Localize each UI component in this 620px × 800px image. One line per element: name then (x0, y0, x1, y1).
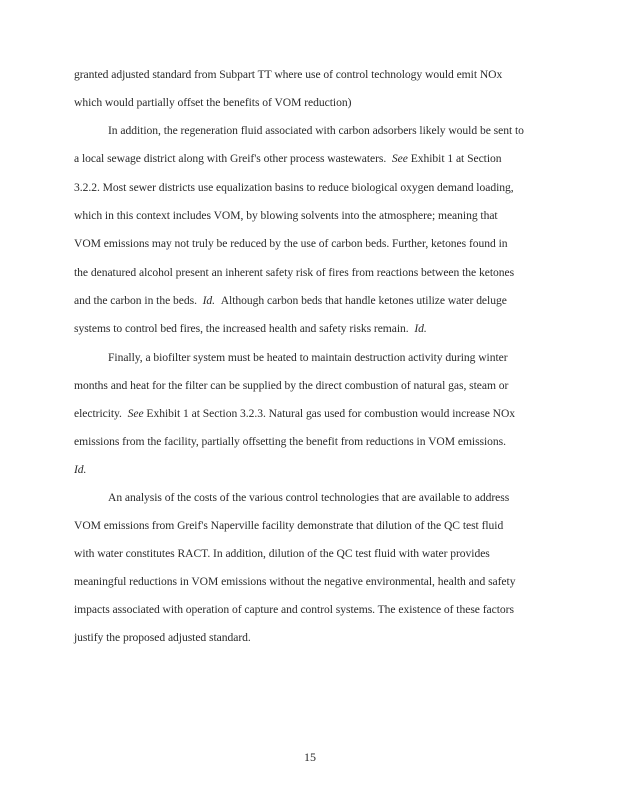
text-line (74, 68, 502, 82)
text-line (108, 351, 508, 365)
line-text: An analysis of the costs of the various control technologies that are available to address (108, 491, 510, 504)
text-line (74, 435, 506, 449)
text-line (74, 631, 251, 645)
text-line (74, 547, 490, 561)
text-line (74, 379, 508, 393)
line-text: VOM emissions may not truly be reduced by the use of carbon beds. Further, ketones found in (74, 237, 508, 250)
line-text: granted adjusted standard from Subpart TT where use of control technology would emit NOx (74, 68, 503, 81)
line-text: justify the proposed adjusted standard. (74, 631, 251, 644)
line-text: with water constitutes RACT. In addition, dilution of the QC test fluid with water provides (74, 547, 490, 560)
line-text: months and heat for the filter can be supplied by the direct combustion of natural gas, steam or (74, 379, 509, 392)
line-text: impacts associated with operation of capture and control systems. The existence of these factors (74, 603, 514, 616)
line-text: meaningful reductions in VOM emissions without the negative environmental, health and safety (74, 575, 516, 588)
text-line (74, 407, 515, 421)
line-text: Although carbon beds that handle ketones utilize water deluge (220, 294, 507, 307)
text-line (74, 322, 427, 336)
text-line (74, 96, 351, 110)
text-line (74, 181, 514, 195)
line-text: Exhibit 1 at Section 3.2.3. Natural gas used for combustion would increase NOx (146, 407, 516, 420)
text-line (108, 491, 509, 505)
line-text: emissions from the facility, partially offsetting the benefit from reductions in VOM emissions. (74, 435, 506, 448)
citation-id: Id. (74, 463, 87, 476)
line-text: electricity. (74, 407, 122, 420)
line-text: a local sewage district along with Greif's other process wastewaters. (74, 152, 387, 165)
line-text: systems to control bed fires, the increased health and safety risks remain. (74, 322, 409, 335)
citation-signal: See (127, 407, 144, 420)
line-text: In addition, the regeneration fluid associated with carbon adsorbers likely would be sent to (108, 124, 524, 137)
line-text: 3.2.2. Most sewer districts use equalization basins to reduce biological oxygen demand loading, (74, 181, 514, 194)
text-line (74, 603, 514, 617)
text-line (74, 294, 507, 308)
line-text: VOM emissions from Greif's Naperville facility demonstrate that dilution of the QC test fluid (74, 519, 504, 532)
citation-signal: See (391, 152, 408, 165)
line-text: and the carbon in the beds. (74, 294, 197, 307)
text-line (74, 152, 502, 166)
line-text: Exhibit 1 at Section (410, 152, 502, 165)
text-line (74, 575, 515, 589)
text-line (74, 209, 498, 223)
citation-id: Id. (202, 294, 216, 307)
line-text: Finally, a biofilter system must be heated to maintain destruction activity during winter (108, 351, 508, 364)
line-text: the denatured alcohol present an inherent safety risk of fires from reactions between the ketones (74, 266, 515, 279)
page-number: 15 (304, 750, 316, 764)
text-line (108, 124, 524, 138)
text-line (74, 519, 503, 533)
text-line (74, 237, 508, 251)
line-text: which would partially offset the benefits of VOM reduction) (74, 96, 352, 109)
text-line (74, 266, 514, 280)
text-line (74, 463, 86, 477)
citation-id: Id. (414, 322, 427, 335)
line-text: which in this context includes VOM, by blowing solvents into the atmosphere; meaning that (74, 209, 498, 222)
